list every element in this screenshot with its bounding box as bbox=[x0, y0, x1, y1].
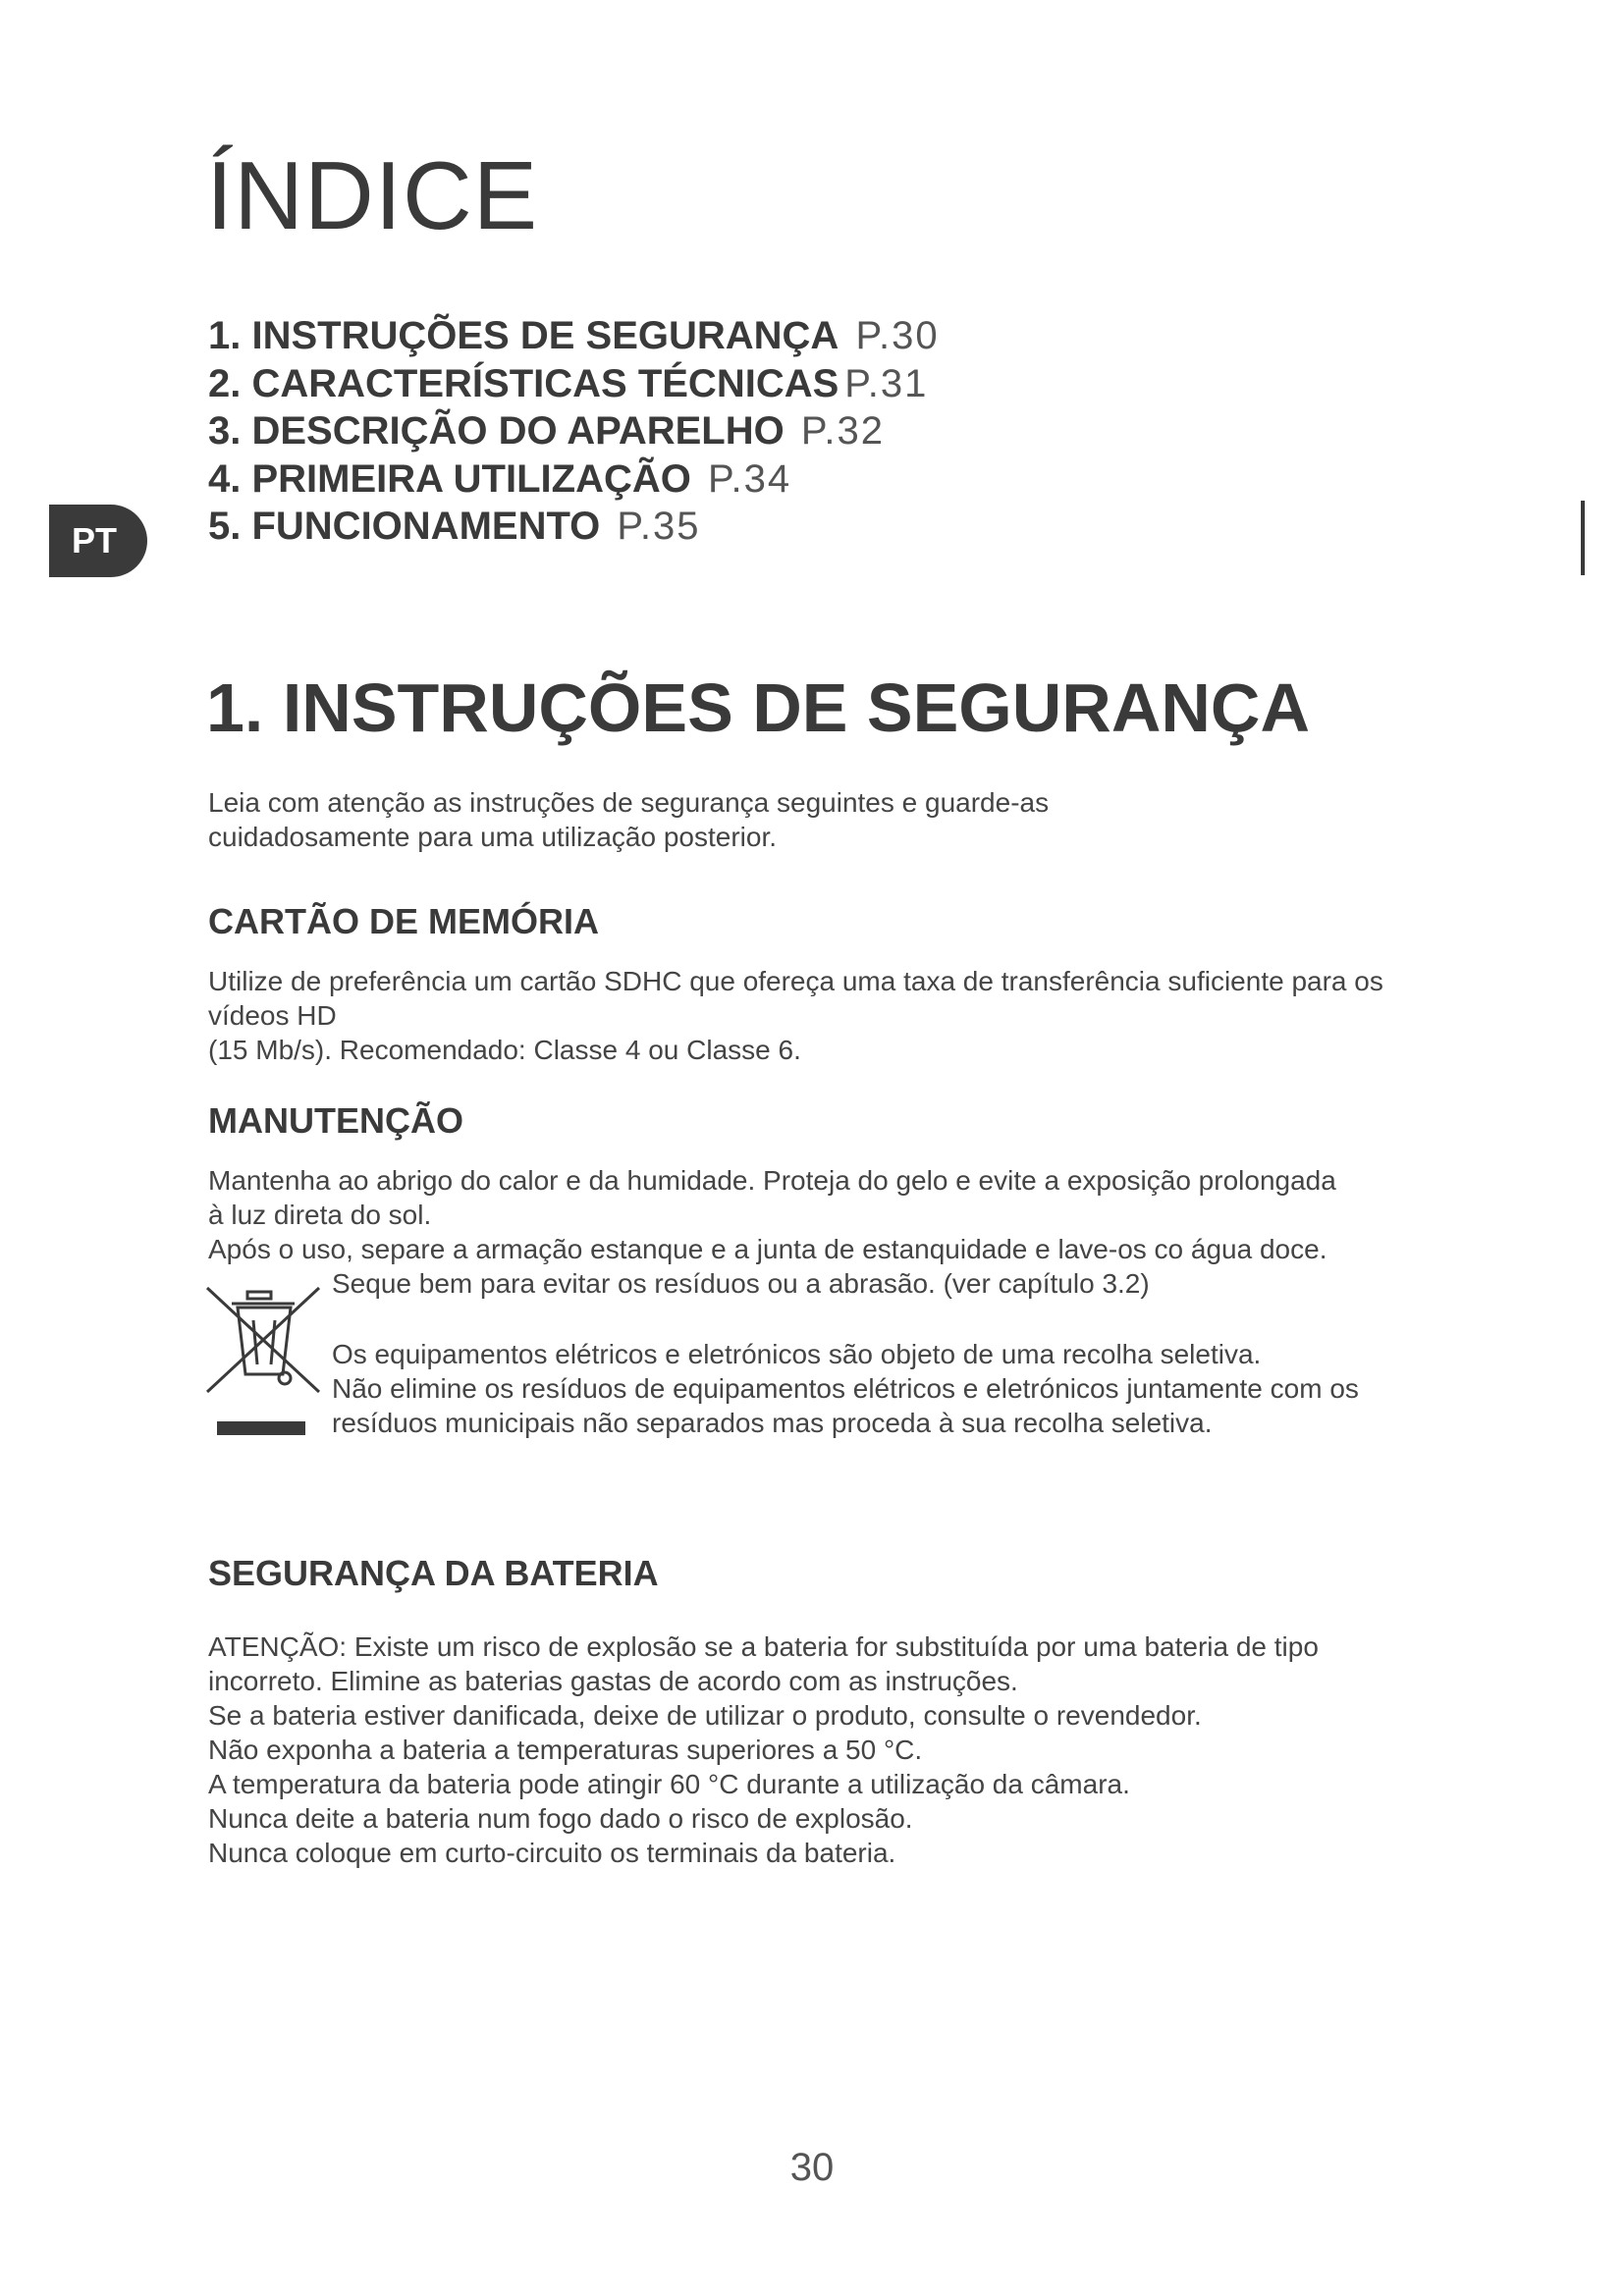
weee-line: resíduos municipais não separados mas proceda à sua recolha seletiva. bbox=[332, 1408, 1213, 1438]
toc-list bbox=[208, 312, 940, 551]
maintenance-paragraph bbox=[208, 1163, 1336, 1266]
toc-item-page: P.34 bbox=[707, 456, 792, 501]
page-number: 30 bbox=[789, 2146, 835, 2189]
memory-card-line: (15 Mb/s). Recomendado: Classe 4 ou Classe 6. bbox=[208, 1035, 801, 1065]
toc-item bbox=[208, 503, 940, 551]
crossed-out-wheelie-bin-icon bbox=[204, 1281, 322, 1438]
maintenance-line: Seque bem para evitar os resíduos ou a abrasão. (ver capítulo 3.2) bbox=[332, 1268, 1150, 1299]
toc-item bbox=[208, 407, 940, 455]
toc-item-page: P.32 bbox=[800, 409, 885, 453]
battery-paragraph bbox=[208, 1629, 1319, 1870]
battery-line: A temperatura da bateria pode atingir 60 °C durante a utilização da câmara. bbox=[208, 1769, 1130, 1799]
battery-line: Não exponha a bateria a temperaturas superiores a 50 °C. bbox=[208, 1735, 923, 1765]
toc-item-label: 2. CARACTERÍSTICAS TÉCNICAS bbox=[208, 361, 839, 405]
toc-item-label: 4. PRIMEIRA UTILIZAÇÃO bbox=[208, 456, 691, 501]
battery-heading: SEGURANÇA DA BATERIA bbox=[208, 1553, 659, 1593]
maintenance-heading: MANUTENÇÃO bbox=[208, 1100, 463, 1141]
battery-line: Se a bateria estiver danificada, deixe de utilizar o produto, consulte o revendedor. bbox=[208, 1700, 1202, 1731]
weee-paragraph bbox=[332, 1337, 1359, 1440]
battery-line: incorreto. Elimine as baterias gastas de acordo com as instruções. bbox=[208, 1666, 1018, 1696]
language-tab: PT bbox=[49, 505, 147, 577]
memory-card-line: vídeos HD bbox=[208, 1000, 337, 1031]
battery-line: ATENÇÃO: Existe um risco de explosão se a bateria for substituída por uma bateria de tipo bbox=[208, 1631, 1319, 1662]
memory-card-paragraph bbox=[208, 964, 1383, 1067]
weee-line: Os equipamentos elétricos e eletrónicos são objeto de uma recolha seletiva. bbox=[332, 1339, 1262, 1369]
battery-line: Nunca coloque em curto-circuito os terminais da bateria. bbox=[208, 1838, 896, 1868]
memory-card-heading: CARTÃO DE MEMÓRIA bbox=[208, 901, 599, 941]
weee-line: Não elimine os resíduos de equipamentos elétricos e eletrónicos juntamente com os bbox=[332, 1373, 1359, 1404]
toc-item-label: 1. INSTRUÇÕES DE SEGURANÇA bbox=[208, 314, 839, 357]
intro-line: Leia com atenção as instruções de segurança seguintes e guarde-as bbox=[208, 787, 1050, 818]
toc-item-label: 5. FUNCIONAMENTO bbox=[208, 505, 601, 548]
memory-card-line: Utilize de preferência um cartão SDHC que ofereça uma taxa de transferência suficiente para os bbox=[208, 966, 1383, 996]
maintenance-line: Mantenha ao abrigo do calor e da humidade. Proteja do gelo e evite a exposição prolongada bbox=[208, 1165, 1336, 1196]
side-marker bbox=[1581, 501, 1585, 575]
toc-item bbox=[208, 455, 940, 504]
toc-item-label: 3. DESCRIÇÃO DO APARELHO bbox=[208, 409, 785, 453]
intro-paragraph bbox=[208, 785, 1049, 854]
toc-item-page: P.35 bbox=[617, 505, 701, 548]
section-title: 1. INSTRUÇÕES DE SEGURANÇA bbox=[206, 669, 1311, 746]
battery-line: Nunca deite a bateria num fogo dado o risco de explosão. bbox=[208, 1803, 913, 1834]
toc-item bbox=[208, 360, 940, 408]
maintenance-line: à luz direta do sol. bbox=[208, 1200, 432, 1230]
toc-item bbox=[208, 312, 940, 360]
toc-title: ÍNDICE bbox=[206, 141, 539, 249]
maintenance-line: Após o uso, separe a armação estanque e a junta de estanquidade e lave-os co água doce. bbox=[208, 1234, 1327, 1264]
intro-line: cuidadosamente para uma utilização posterior. bbox=[208, 822, 778, 852]
toc-item-page: P.30 bbox=[855, 314, 940, 357]
toc-item-page: P.31 bbox=[844, 361, 929, 405]
